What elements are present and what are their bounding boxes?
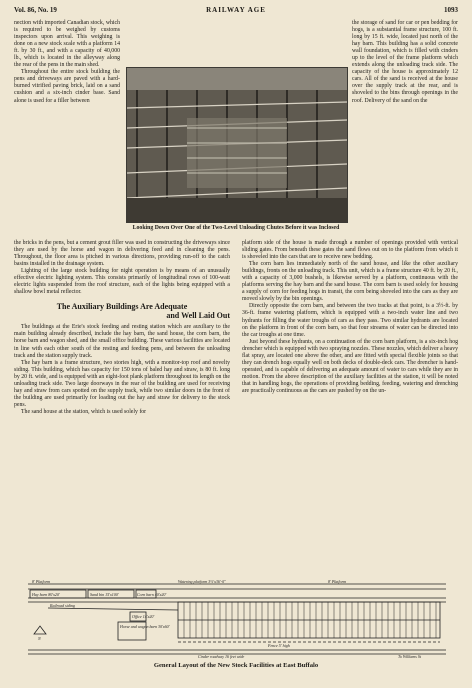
photo-illustration (127, 68, 347, 222)
journal-title: RAILWAY AGE (206, 6, 266, 14)
figure-caption: General Layout of the New Stock Facilities at East Buffalo (153, 662, 319, 669)
paragraph: the storage of sand for car or pen bedding for hogs, is a substantial frame structure, 100 ft. long by 15 ft. wide, located just north of the hay barn. This building has a solid concrete wall foundation, which is filled with cinders up to the level of the frame platform which extends along the unloading track side. The capacity of the house is approximately 12 cars. All of the sand is received at the house over the supply track at the rear, and is shoveled to the bins through openings in the roof. Delivery of the sand on the (352, 20, 458, 104)
site-plan-drawing (28, 578, 446, 660)
photo-caption: Looking Down Over One of the Two-Level Unloading Chutes Before it was Inclosed (132, 225, 340, 231)
section-subheading: The Auxiliary Buildings Are Adequate and Well Laid Out (56, 302, 230, 321)
page-number: 1093 (444, 6, 458, 14)
column-3-top (352, 20, 458, 105)
column-2 (242, 240, 458, 395)
north-arrow-label: N (38, 636, 41, 641)
plan-label: Corn barn 40'x20' (137, 592, 167, 597)
paragraph: The corn barn lies immediately north of the sand house, and like the other auxiliary buildings, fronts on the unloading track. This unit, which is a frame structure 40 ft. by 20 ft., with a capacity of 3,000 bushels, is likewise served by a platform, continuous with the platforms serving the hay barn and the sand house. The corn barn is used solely for housing a supply of corn for feeding hogs in transit, the corn being shoveled into the cars as they are moved slowly by the bin openings. (242, 261, 458, 303)
paragraph: Lighting of the large stock building for night operation is by means of an unusually effective electric lighting system. This consists primarily of longitudinal rows of 100-watt electric lights suspended from the roof structure, each of the lights being equipped with a shallow bowl metal reflector. (14, 268, 230, 296)
column-1-top (14, 20, 120, 105)
photo-unloading-chutes (126, 67, 348, 223)
paragraph: the bricks in the pens, but a cement grout filler was used in constructing the driveways since they are used by the horse and wagon in delivering feed and in cleaning the pens. Throughout, the floor area is pitched in various directions, providing run-off to the catch basins installed in the drainage system. (14, 240, 230, 268)
paragraph: Throughout the entire stock building the pens and driveways are paved with a hard-burned vitrified paving brick, laid on a sand cushion and a six-inch cinder base. Sand alone is used for a filler between (14, 69, 120, 104)
plan-label: Sand bin 15'x100' (90, 592, 119, 597)
plan-label: Fence 5' high (268, 643, 290, 648)
plan-label: Railroad siding (50, 603, 75, 608)
plan-label: Watering platform 3½'x36'-0" (178, 579, 226, 584)
paragraph: Just beyond these hydrants, on a continuation of the corn barn platform, is a six-inch hog drencher which is equipped with two spraying nozzles. These nozzles, which deliver a heavy flat spray, are located one above the other, and are fitted with special flexible joints so that they can drench hogs equally well on both decks of double-deck cars. The drencher is hand-operated, and is capable of delivering an adequate amount of water to cars while they are in motion. From the above description of the auxiliary facilities at the station, it will be noted that in handling hogs, the operations of providing bedding, feeding, watering and drenching are practically continuous as the cars are pushed by on the un- (242, 338, 458, 394)
paragraph: The buildings at the Erie's stock feeding and resting station which are auxiliary to the main building already described, include the hay barn, the sand house, the corn barn, the horse barn and wagon shed, and the small office building. These various facilities are located in line with each other south of the resting and feeding pens, and between the unloading track and the station supply track. (14, 324, 230, 359)
paragraph: nection with imported Canadian stock, which is required to be weighed by customs inspectors upon arrival. This weighing is done on a new stock scale with a platform 14 ft. by 30 ft., and with a capacity of 40,000 lb., which is located in the alleyway along the rear of the pens in the main shed. (14, 20, 120, 69)
plan-label: Office 14'x20' (132, 614, 155, 619)
plan-label: 8' Platform (328, 579, 347, 584)
plan-label: Hay barn 80'x20' (32, 592, 60, 597)
paragraph: The sand house at the station, which is used solely for (21, 408, 147, 415)
running-header (14, 6, 458, 17)
paragraph: The hay barn is a frame structure, two stories high, with a monitor-top roof and novelty siding. This building, which has capacity for 150 tons of baled hay and straw, is 80 ft. long by 20 ft. wide, and is equipped with an eight-foot plank platform throughout its length on the unloading track side. Two large doorways in the rear of the building are used for receiving hay and straw from cars spotted on the supply track, while two similar doors in the front of the building are used primarily for loading out the hay and straw for delivery to the stock pens. (14, 359, 230, 408)
site-plan-svg (28, 578, 446, 660)
paragraph: platform side of the house is made through a number of openings provided with vertical sliding gates. From beneath these gates the sand flows out on to the platform from which it is shoveled into the cars that are to receive new bedding. (242, 240, 458, 261)
plan-label: Horse and wagon barn 30'x60' (120, 624, 170, 629)
volume-number: Vol. 86, No. 19 (14, 6, 57, 14)
column-1 (14, 240, 230, 416)
plan-label: To Williams St (398, 654, 421, 659)
paragraph: Directly opposite the corn barn, and between the two tracks at that point, is a 3½-ft. by 36-ft. frame watering platform, which is equipped with a two-inch water line and two hydrants for filling the water troughs of cars as they pass. Two similar hydrants are located on the platform in front of the corn barn, so that four streams of water can be directed into the car troughs at one time. (242, 303, 458, 338)
plan-label: Cinder roadway 16 feet wide (198, 654, 245, 659)
plan-label: 8' Platform (32, 579, 51, 584)
